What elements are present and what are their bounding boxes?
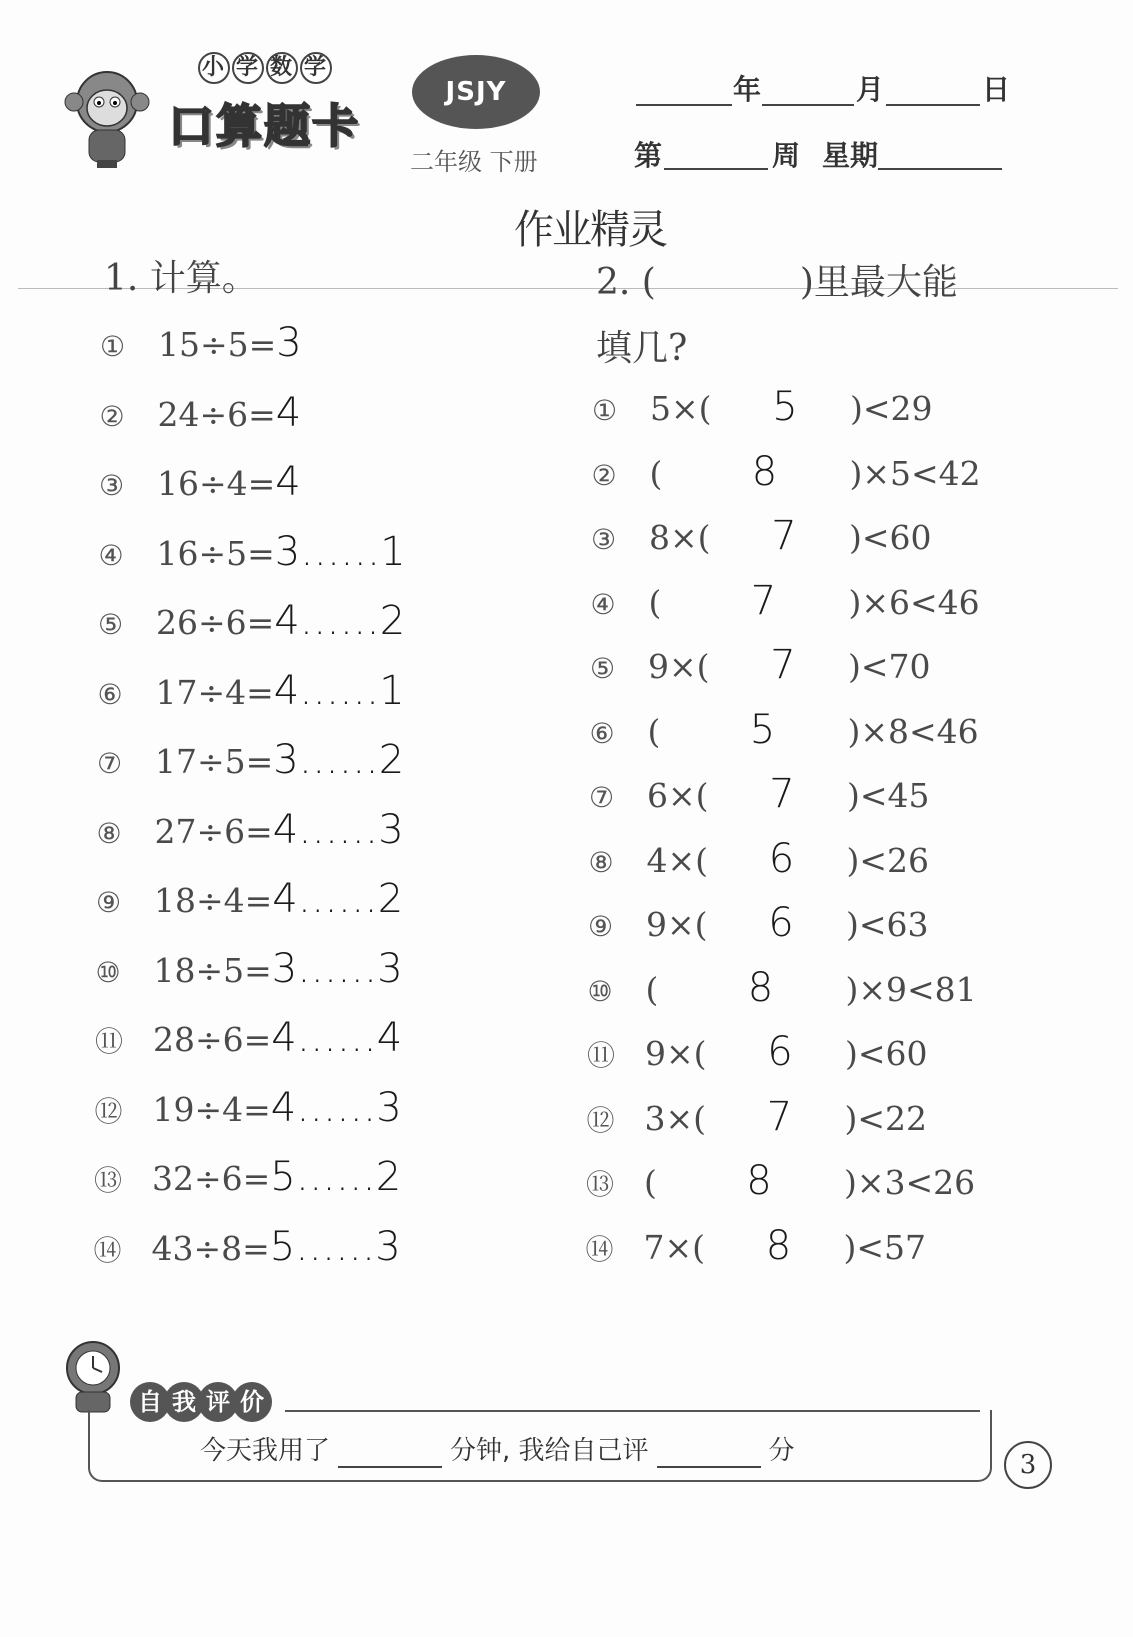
month-blank (762, 104, 854, 106)
item-number: ⑤ (590, 652, 616, 685)
calc-item (94, 1224, 401, 1270)
calc-item (97, 807, 404, 853)
year-blank (636, 104, 732, 106)
item-after: )×8<46 (847, 711, 979, 751)
item-number: ⑭ (585, 1232, 614, 1266)
item-answer: 4……2 (274, 598, 406, 644)
minutes-blank (338, 1436, 442, 1468)
item-answer: 6 (768, 900, 794, 946)
calc-item (100, 320, 302, 366)
item-answer: 7 (771, 513, 797, 559)
calc-item (100, 390, 302, 436)
item-answer: 4……3 (272, 806, 404, 853)
item-number: ④ (98, 538, 124, 572)
item-number: ⑧ (96, 816, 122, 850)
weekday-label: 星期 (822, 139, 879, 172)
item-answer: 5……2 (270, 1154, 402, 1200)
item-after: )×3<26 (844, 1163, 976, 1202)
fill-item (587, 1094, 928, 1140)
weekday-blank (878, 168, 1002, 170)
item-answer: 7 (750, 577, 777, 624)
item-answer: 5 (772, 384, 798, 430)
item-answer: 7 (766, 1093, 793, 1140)
day-blank (886, 104, 980, 106)
item-answer: 8 (746, 1158, 772, 1204)
calc-item (95, 1085, 402, 1131)
item-answer: 4 (275, 389, 302, 436)
item-expression: 17÷5= (155, 742, 274, 781)
item-after: )<45 (847, 776, 930, 815)
item-number: ⑥ (97, 677, 123, 711)
item-answer: 3 (276, 320, 302, 366)
self-eval-char: 价 (232, 1382, 272, 1422)
item-before: 6×( (647, 776, 709, 815)
score-blank (657, 1436, 761, 1468)
calc-item (96, 946, 403, 992)
item-answer: 8 (751, 448, 778, 495)
handwritten-watermark: 作业精灵 (514, 207, 666, 253)
item-after: )<57 (843, 1227, 927, 1267)
calc-item (99, 529, 406, 575)
item-number: ③ (99, 469, 125, 502)
self-eval-char: 评 (198, 1382, 238, 1422)
item-number: ⑭ (93, 1233, 122, 1267)
item-number: ② (99, 399, 125, 433)
publisher-badge: JSJY (412, 55, 540, 129)
item-expression: 19÷4= (152, 1089, 271, 1129)
calc-item (95, 1015, 402, 1061)
fill-item (588, 900, 929, 946)
fill-item (590, 707, 979, 753)
item-answer: 8 (765, 1222, 792, 1269)
item-answer: 4……1 (273, 667, 405, 714)
self-eval-char: 我 (164, 1382, 204, 1422)
item-number: ③ (591, 523, 617, 556)
item-after: )<26 (846, 840, 930, 880)
item-number: ⑫ (586, 1103, 615, 1137)
fill-item (586, 1223, 927, 1269)
calc-item (97, 737, 404, 783)
item-number: ④ (590, 587, 616, 621)
item-expression: 43÷8= (151, 1228, 270, 1268)
item-before: 7×( (643, 1227, 706, 1267)
brand-char: 数 (266, 52, 298, 84)
item-expression: 32÷6= (152, 1159, 271, 1198)
item-expression: 27÷6= (154, 811, 273, 851)
item-answer: 5……3 (269, 1223, 401, 1270)
item-answer: 7 (769, 771, 795, 817)
brand-char: 学 (300, 52, 332, 84)
item-answer: 3……3 (271, 945, 403, 992)
item-number: ⑫ (94, 1094, 123, 1128)
item-number: ⑬ (586, 1168, 615, 1201)
brand-char: 学 (232, 52, 264, 84)
item-before: 9×( (646, 905, 708, 944)
item-answer: 4 (275, 459, 301, 505)
day-label: 日 (982, 73, 1011, 106)
calc-item (94, 1154, 401, 1200)
section1-title: 1. 计算。 (104, 258, 258, 299)
item-before: 4×( (646, 840, 709, 880)
section2-title-line2: 填几? (596, 328, 688, 369)
grade-label: 二年级 下册 (410, 148, 538, 176)
item-after: )<60 (845, 1034, 928, 1073)
item-before: ( (644, 1163, 657, 1202)
footer-text (200, 1430, 795, 1468)
item-answer: 3……1 (274, 528, 406, 575)
item-number: ⑪ (95, 1025, 124, 1058)
item-after: )×5<42 (849, 453, 981, 493)
item-answer: 4……2 (272, 876, 404, 922)
item-number: ⑧ (588, 845, 614, 879)
item-before: 9×( (648, 647, 710, 686)
footer-text-a: 今天我用了 (200, 1436, 331, 1466)
week-blank (664, 168, 768, 170)
calc-item (99, 459, 301, 505)
item-before: 3×( (644, 1098, 707, 1138)
monkey-mascot-icon (62, 62, 152, 172)
brand-small-title (198, 52, 334, 84)
item-number: ① (592, 394, 618, 427)
item-before: ( (649, 453, 663, 493)
item-after: )×6<46 (848, 582, 980, 622)
fill-item (587, 1029, 928, 1075)
item-answer: 7 (770, 642, 796, 688)
item-after: )<22 (844, 1098, 928, 1138)
item-after: )<63 (846, 905, 929, 944)
fill-item (589, 771, 930, 817)
week-prefix: 第 (634, 139, 663, 172)
clock-mascot-icon (58, 1328, 128, 1418)
item-answer: 6 (767, 1029, 793, 1075)
item-before: 5×( (650, 389, 712, 428)
item-number: ⑩ (95, 955, 121, 989)
item-number: ⑦ (589, 781, 615, 814)
item-expression: 16÷4= (157, 464, 276, 503)
item-expression: 15÷5= (158, 325, 277, 364)
fill-item (588, 965, 977, 1011)
page-number: 3 (1004, 1441, 1052, 1489)
fill-item (590, 642, 931, 688)
item-before: ( (645, 969, 659, 1009)
item-number: ⑨ (588, 910, 614, 943)
item-after: )<70 (848, 647, 931, 686)
item-expression: 24÷6= (157, 394, 276, 434)
item-number: ⑩ (587, 974, 613, 1008)
item-before: ( (647, 711, 661, 751)
item-after: )×9<81 (845, 969, 977, 1009)
item-answer: 6 (768, 835, 795, 882)
fill-item (592, 384, 933, 430)
item-answer: 8 (747, 964, 774, 1011)
brand-char: 小 (198, 52, 230, 84)
fill-item (591, 578, 980, 624)
item-expression: 26÷6= (156, 603, 275, 642)
footer-text-c: 分 (768, 1436, 795, 1466)
item-expression: 18÷5= (153, 950, 272, 990)
item-number: ⑥ (589, 716, 615, 750)
item-answer: 4……3 (270, 1084, 402, 1131)
item-number: ⑬ (94, 1164, 123, 1197)
item-expression: 28÷6= (153, 1020, 272, 1059)
fill-item (591, 513, 932, 559)
calc-item (98, 598, 405, 644)
item-before: 9×( (645, 1034, 707, 1073)
item-number: ⑤ (98, 608, 124, 641)
calc-item (98, 668, 405, 714)
brand-main-title: 口算题卡 (168, 99, 360, 153)
item-number: ① (100, 330, 126, 363)
month-label: 月 (856, 73, 885, 106)
item-answer: 3……2 (273, 737, 405, 783)
fill-item (592, 449, 981, 495)
item-after: )<60 (849, 518, 932, 557)
section2-title: 2. ( )里最大能 (596, 262, 958, 303)
item-number: ⑪ (587, 1039, 616, 1072)
item-number: ⑨ (96, 886, 122, 919)
item-expression: 17÷4= (155, 672, 274, 712)
week-suffix: 周 (772, 139, 801, 172)
item-expression: 16÷5= (156, 533, 275, 573)
item-number: ⑦ (97, 747, 123, 780)
item-expression: 18÷4= (154, 881, 273, 920)
item-answer: 4……4 (271, 1015, 403, 1061)
fill-item (589, 836, 930, 882)
item-number: ② (591, 458, 617, 492)
year-label: 年 (733, 73, 762, 106)
self-eval-char: 自 (130, 1382, 170, 1422)
item-before: ( (648, 582, 662, 622)
fill-item (586, 1158, 975, 1204)
footer-text-b: 分钟, 我给自己评 (450, 1436, 649, 1466)
calc-item (96, 876, 403, 922)
item-after: )<29 (850, 389, 933, 428)
item-before: 8×( (649, 518, 711, 557)
item-answer: 5 (749, 706, 776, 753)
